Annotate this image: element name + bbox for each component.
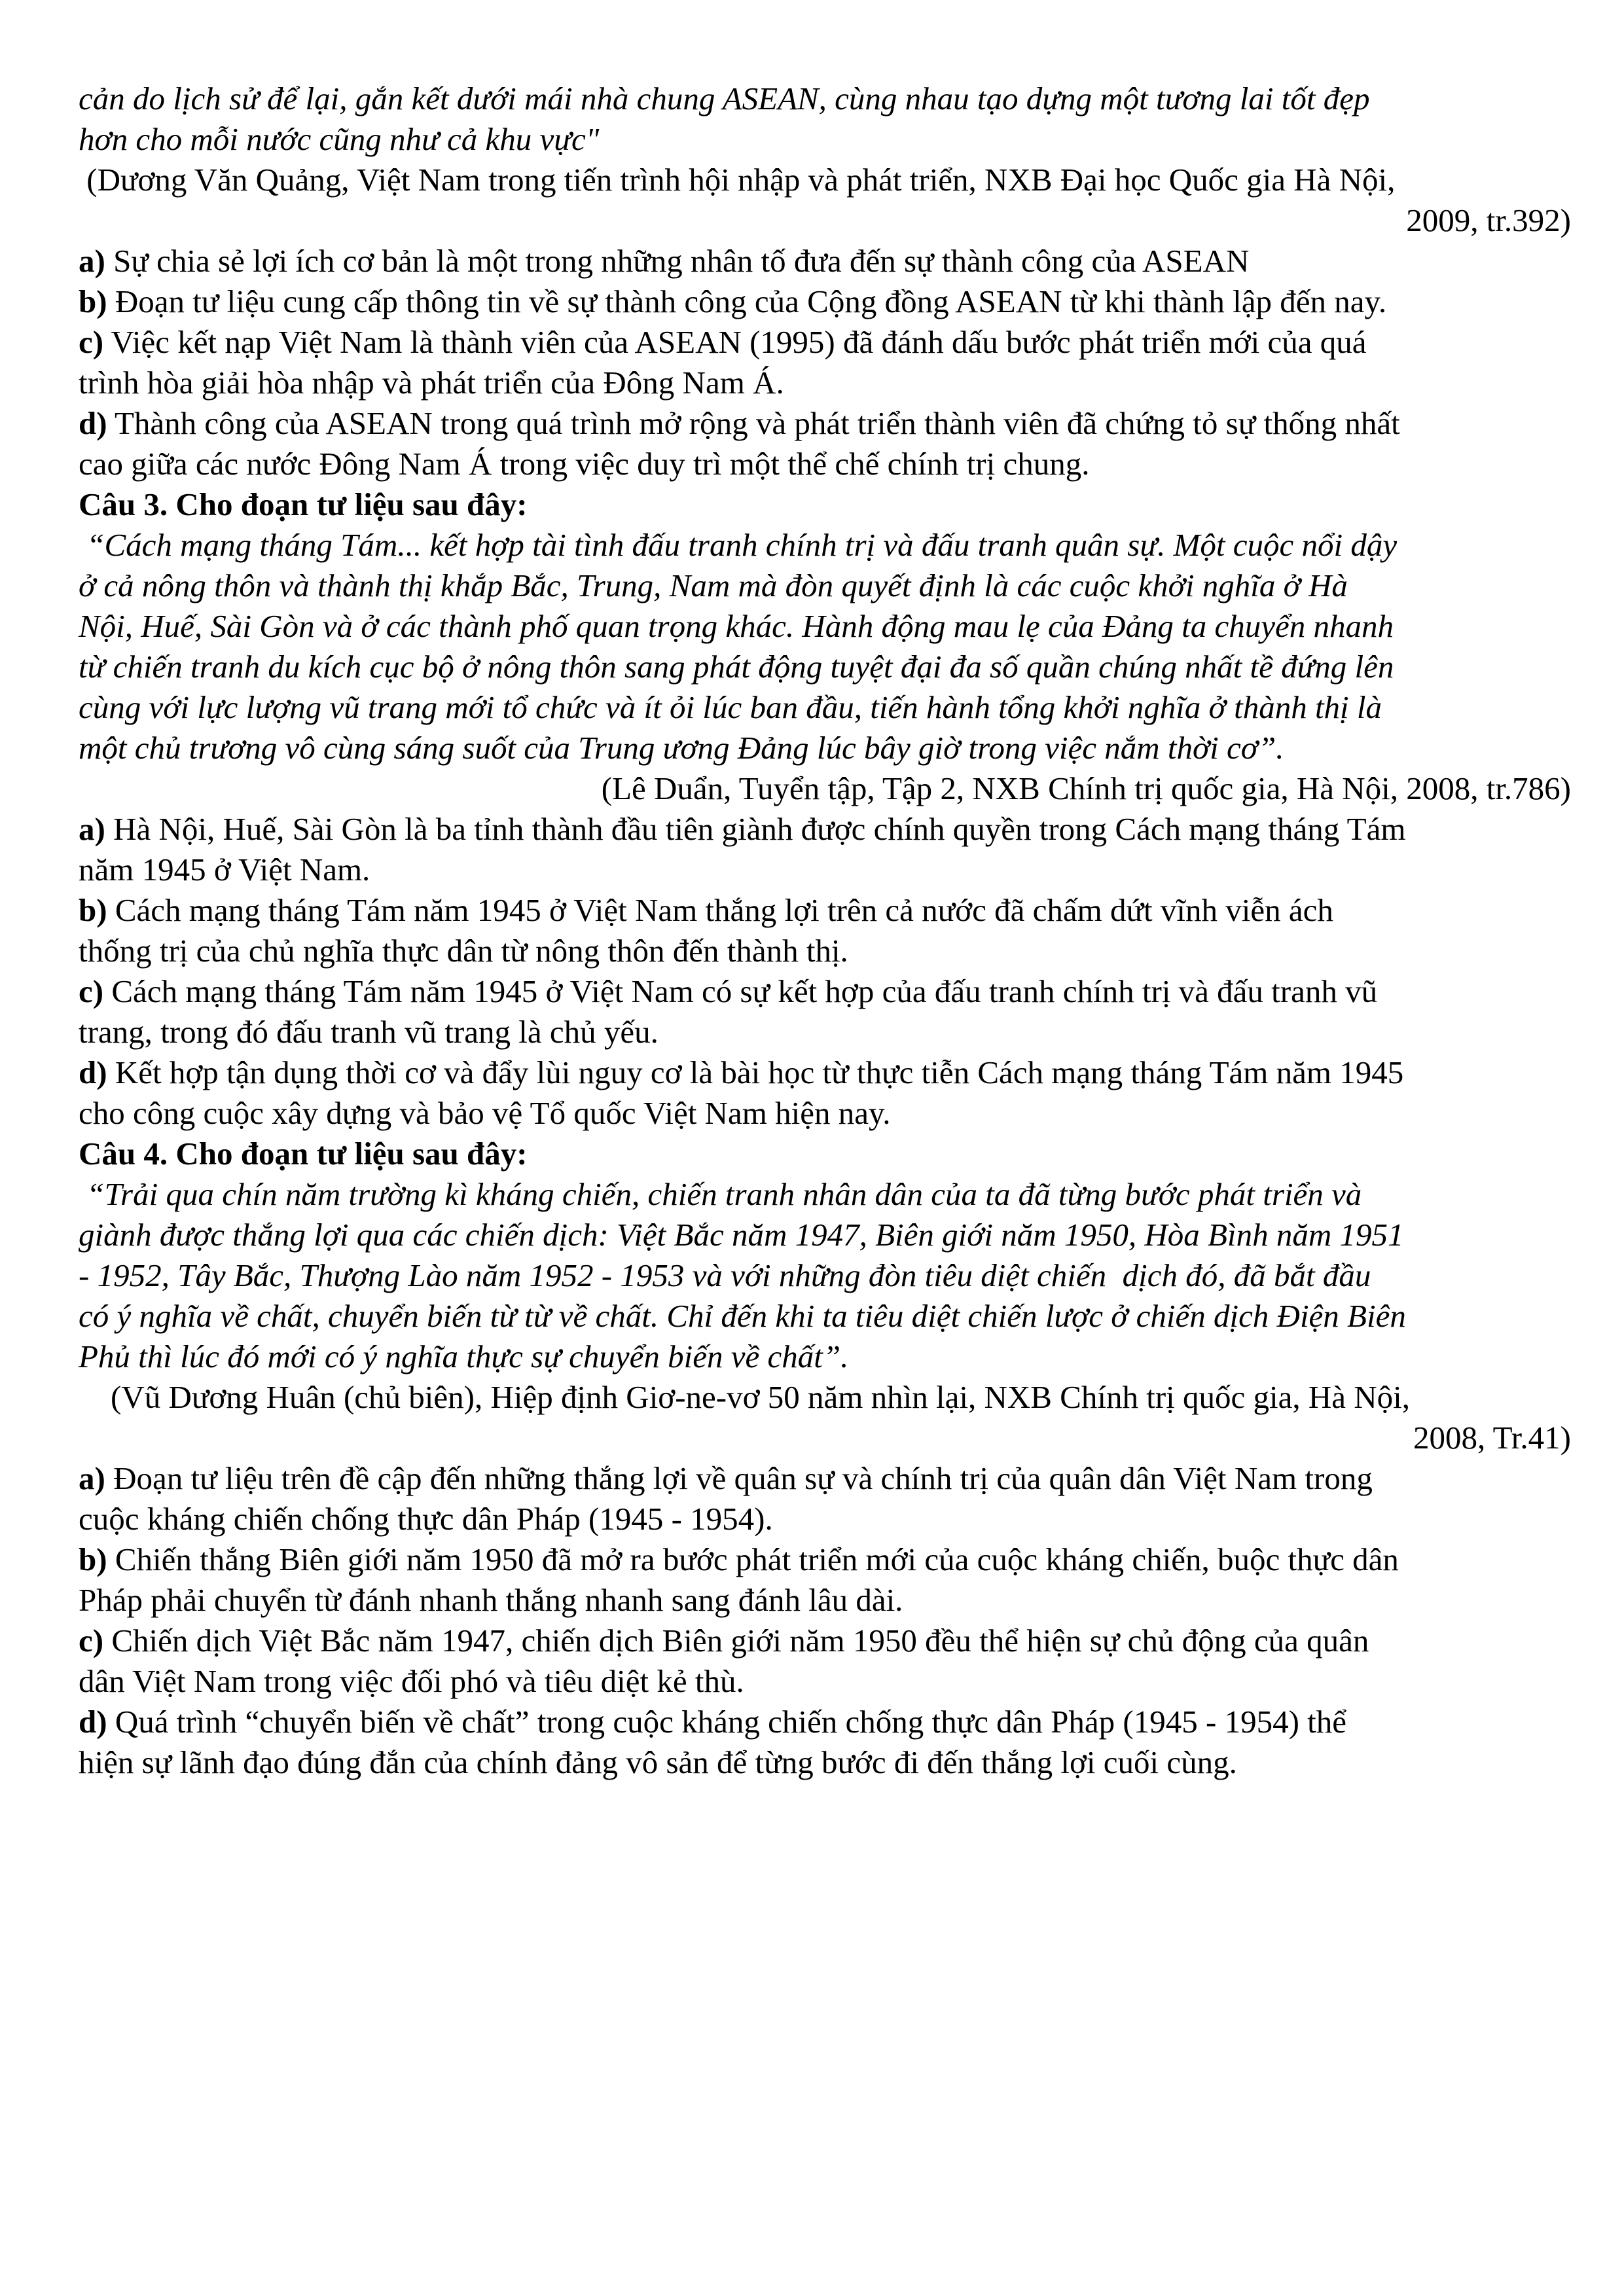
option-line-a bbox=[79, 241, 1571, 281]
text-line: năm 1945 ở Việt Nam. bbox=[79, 852, 370, 888]
option-text: Đoạn tư liệu cung cấp thông tin về sự thành công của Cộng đồng ASEAN từ khi thành lập đến nay. bbox=[107, 283, 1387, 319]
option-line-b bbox=[79, 890, 1571, 931]
text-line: 2008, Tr.41) bbox=[1413, 1420, 1571, 1456]
text-line: có ý nghĩa về chất, chuyển biến từ từ về chất. Chỉ đến khi ta tiêu diệt chiến lược ở chiến dịch Điện Biên bbox=[79, 1298, 1406, 1334]
option-line-b bbox=[79, 281, 1571, 322]
option-text: Cách mạng tháng Tám năm 1945 ở Việt Nam thắng lợi trên cả nước đã chấm dứt vĩnh viễn ách bbox=[107, 892, 1333, 928]
text-line: cao giữa các nước Đông Nam Á trong việc duy trì một thể chế chính trị chung. bbox=[79, 446, 1090, 482]
option-text: Chiến thắng Biên giới năm 1950 đã mở ra bước phát triển mới của cuộc kháng chiến, buộc thực dân bbox=[107, 1541, 1399, 1577]
option-text: Chiến dịch Việt Bắc năm 1947, chiến dịch Biên giới năm 1950 đều thể hiện sự chủ động của quân bbox=[103, 1623, 1369, 1659]
text-line: “Trải qua chín năm trường kì kháng chiến, chiến tranh nhân dân của ta đã từng bước phát triển và bbox=[79, 1176, 1362, 1212]
text-line: cản do lịch sử để lại, gắn kết dưới mái nhà chung ASEAN, cùng nhau tạo dựng một tương lai tốt đẹp bbox=[79, 81, 1370, 117]
text-line: hơn cho mỗi nước cũng như cả khu vực" bbox=[79, 121, 600, 157]
option-text: Thành công của ASEAN trong quá trình mở rộng và phát triển thành viên đã chứng tỏ sự thống nhất bbox=[107, 405, 1400, 441]
option-text: Cách mạng tháng Tám năm 1945 ở Việt Nam có sự kết hợp của đấu tranh chính trị và đấu tranh vũ bbox=[103, 973, 1378, 1009]
document-lines bbox=[79, 79, 1571, 1783]
text-line: cuộc kháng chiến chống thực dân Pháp (1945 - 1954). bbox=[79, 1501, 773, 1537]
text-line: “Cách mạng tháng Tám... kết hợp tài tình đấu tranh chính trị và đấu tranh quân sự. Một cuộc nổi dậy bbox=[79, 527, 1398, 563]
text-line: Phủ thì lúc đó mới có ý nghĩa thực sự chuyển biến về chất”. bbox=[79, 1338, 849, 1374]
option-label: b) bbox=[79, 1541, 107, 1577]
option-text: Hà Nội, Huế, Sài Gòn là ba tỉnh thành đầu tiên giành được chính quyền trong Cách mạng tháng Tám bbox=[105, 811, 1406, 847]
option-label: a) bbox=[79, 811, 105, 847]
option-line-c bbox=[79, 971, 1571, 1012]
option-label: a) bbox=[79, 1460, 105, 1496]
option-line-c bbox=[79, 1621, 1571, 1661]
option-label: b) bbox=[79, 892, 107, 928]
question-heading: Câu 4. Cho đoạn tư liệu sau đây: bbox=[79, 1136, 528, 1172]
text-line: cùng với lực lượng vũ trang mới tổ chức và ít ỏi lúc ban đầu, tiến hành tổng khởi nghĩa ở thành thị là bbox=[79, 689, 1382, 725]
text-line: Nội, Huế, Sài Gòn và ở các thành phố quan trọng khác. Hành động mau lẹ của Đảng ta chuyển nhanh bbox=[79, 608, 1394, 644]
question-heading: Câu 3. Cho đoạn tư liệu sau đây: bbox=[79, 486, 528, 522]
text-line: hiện sự lãnh đạo đúng đắn của chính đảng vô sản để từng bước đi đến thắng lợi cuối cùng. bbox=[79, 1744, 1237, 1780]
option-line-d bbox=[79, 1702, 1571, 1742]
option-text: Kết hợp tận dụng thời cơ và đẩy lùi nguy cơ là bài học từ thực tiễn Cách mạng tháng Tám năm 1945 bbox=[107, 1054, 1404, 1090]
text-line: ở cả nông thôn và thành thị khắp Bắc, Trung, Nam mà đòn quyết định là các cuộc khởi nghĩa ở Hà bbox=[79, 567, 1348, 603]
text-line: 2009, tr.392) bbox=[1406, 202, 1571, 238]
text-line: (Dương Văn Quảng, Việt Nam trong tiến trình hội nhập và phát triển, NXB Đại học Quốc gia Hà Nội, bbox=[79, 162, 1396, 198]
text-line: - 1952, Tây Bắc, Thượng Lào năm 1952 - 1953 và với những đòn tiêu diệt chiến dịch đó, đã bắt đầu bbox=[79, 1257, 1371, 1293]
text-line: dân Việt Nam trong việc đối phó và tiêu diệt kẻ thù. bbox=[79, 1663, 744, 1699]
option-line-d bbox=[79, 1052, 1571, 1093]
option-label: c) bbox=[79, 324, 104, 360]
option-label: a) bbox=[79, 243, 105, 279]
option-label: d) bbox=[79, 1054, 107, 1090]
text-line: giành được thắng lợi qua các chiến dịch: Việt Bắc năm 1947, Biên giới năm 1950, Hòa Bình năm 1951 bbox=[79, 1217, 1404, 1253]
option-label: c) bbox=[79, 973, 104, 1009]
text-line: (Lê Duẩn, Tuyển tập, Tập 2, NXB Chính trị quốc gia, Hà Nội, 2008, tr.786) bbox=[601, 770, 1571, 806]
option-line-a bbox=[79, 809, 1571, 850]
option-line-a bbox=[79, 1458, 1571, 1499]
text-line: thống trị của chủ nghĩa thực dân từ nông thôn đến thành thị. bbox=[79, 933, 848, 969]
option-line-b bbox=[79, 1539, 1571, 1580]
text-line: trình hòa giải hòa nhập và phát triển của Đông Nam Á. bbox=[79, 365, 784, 401]
text-line: từ chiến tranh du kích cục bộ ở nông thôn sang phát động tuyệt đại đa số quần chúng nhất tề đứng lên bbox=[79, 649, 1394, 685]
option-label: c) bbox=[79, 1623, 104, 1659]
option-label: d) bbox=[79, 405, 107, 441]
option-text: Quá trình “chuyển biến về chất” trong cuộc kháng chiến chống thực dân Pháp (1945 - 1954) thể bbox=[107, 1704, 1346, 1740]
text-line: Pháp phải chuyển từ đánh nhanh thắng nhanh sang đánh lâu dài. bbox=[79, 1582, 903, 1618]
option-label: b) bbox=[79, 283, 107, 319]
text-line: trang, trong đó đấu tranh vũ trang là chủ yếu. bbox=[79, 1014, 659, 1050]
text-line: (Vũ Dương Huân (chủ biên), Hiệp định Giơ-ne-vơ 50 năm nhìn lại, NXB Chính trị quốc gia, Hà Nội, bbox=[79, 1379, 1411, 1415]
option-line-c bbox=[79, 322, 1571, 363]
option-label: d) bbox=[79, 1704, 107, 1740]
text-line: một chủ trương vô cùng sáng suốt của Trung ương Đảng lúc bây giờ trong việc nắm thời cơ”. bbox=[79, 730, 1284, 766]
option-text: Việc kết nạp Việt Nam là thành viên của ASEAN (1995) đã đánh dấu bước phát triển mới của quá bbox=[103, 324, 1367, 360]
option-text: Sự chia sẻ lợi ích cơ bản là một trong những nhân tố đưa đến sự thành công của ASEAN bbox=[105, 243, 1250, 279]
option-text: Đoạn tư liệu trên đề cập đến những thắng lợi về quân sự và chính trị của quân dân Việt Nam trong bbox=[105, 1460, 1373, 1496]
text-line: cho công cuộc xây dựng và bảo vệ Tổ quốc Việt Nam hiện nay. bbox=[79, 1095, 891, 1131]
option-line-d bbox=[79, 403, 1571, 444]
